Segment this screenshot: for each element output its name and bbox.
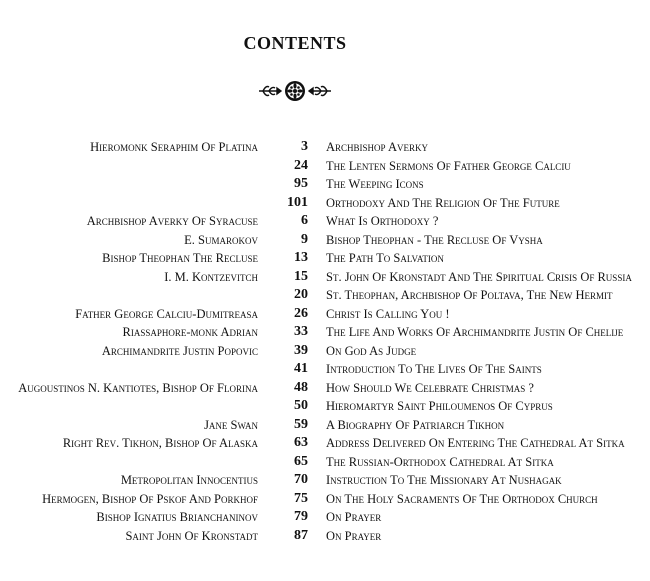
fleuron-ornament-icon <box>255 80 335 102</box>
toc-entry[interactable] <box>0 138 650 157</box>
toc-entry[interactable] <box>0 453 650 472</box>
entry-title[interactable]: Hieromartyr Saint Philoumenos Of Cyprus <box>326 399 553 413</box>
entry-page: 3 <box>301 139 308 154</box>
toc-entry[interactable] <box>0 323 650 342</box>
entry-author: Saint John Of Kronstadt <box>125 528 258 543</box>
entry-page: 24 <box>294 157 308 173</box>
toc-entry[interactable] <box>0 268 650 287</box>
toc-entry[interactable] <box>0 471 650 490</box>
entry-title[interactable]: Instruction To The Missionary At Nushagak <box>326 473 562 487</box>
entry-author: Jane Swan <box>204 417 258 432</box>
entry-page: 59 <box>294 416 308 432</box>
entry-title[interactable]: The Path To Salvation <box>326 251 444 265</box>
entry-title[interactable]: On Prayer <box>326 510 382 524</box>
entry-page: 26 <box>294 305 308 321</box>
entry-page: 70 <box>294 472 308 487</box>
toc-entry[interactable] <box>0 416 650 435</box>
entry-author: Hieromonk Seraphim Of Platina <box>90 140 258 154</box>
toc-entry[interactable] <box>0 157 650 176</box>
toc-entry[interactable] <box>0 249 650 268</box>
toc-entry[interactable] <box>0 360 650 379</box>
entry-title[interactable]: St. John Of Kronstadt And The Spiritual Crisis Of Russia <box>326 269 632 284</box>
entry-title[interactable]: Christ Is Calling You ! <box>326 306 450 321</box>
entry-page: 9 <box>301 231 308 247</box>
entry-author: Augoustinos N. Kantiotes, Bishop Of Florina <box>18 380 258 395</box>
entry-author: Bishop Ignatius Brianchaninov <box>96 510 258 524</box>
toc-entry[interactable] <box>0 212 650 231</box>
toc-entry[interactable] <box>0 305 650 324</box>
entry-title[interactable]: St. Theophan, Archbishop Of Poltava, The New Hermit <box>326 288 613 302</box>
toc-entry[interactable] <box>0 342 650 361</box>
toc-entry[interactable] <box>0 194 650 213</box>
toc-entry[interactable] <box>0 231 650 250</box>
entry-page: 87 <box>294 527 308 543</box>
entry-page: 95 <box>294 176 308 191</box>
contents-list <box>0 138 650 545</box>
entry-author: Hermogen, Bishop Of Pskof And Porkhof <box>42 491 258 506</box>
entry-author: Archbishop Averky Of Syracuse <box>86 214 258 228</box>
page-title: CONTENTS <box>243 33 347 53</box>
entry-title[interactable]: Address Delivered On Entering The Cathedral At Sitka <box>326 436 625 450</box>
entry-page: 48 <box>294 379 308 395</box>
entry-author: Archimandrite Justin Popovic <box>101 343 258 358</box>
toc-entry[interactable] <box>0 434 650 453</box>
toc-entry[interactable] <box>0 527 650 546</box>
toc-entry[interactable] <box>0 286 650 305</box>
entry-title[interactable]: On God As Judge <box>326 343 417 358</box>
toc-entry[interactable] <box>0 490 650 509</box>
entry-title[interactable]: How Should We Celebrate Christmas ? <box>326 380 534 395</box>
entry-author: Right Rev. Tikhon, Bishop Of Alaska <box>62 436 258 450</box>
entry-author: Bishop Theophan The Recluse <box>102 251 258 265</box>
toc-entry[interactable] <box>0 397 650 416</box>
entry-title[interactable]: On Prayer <box>326 528 382 543</box>
entry-page: 15 <box>294 268 308 284</box>
entry-title[interactable]: The Life And Works Of Archimandrite Justin Of Chelije <box>326 325 624 339</box>
entry-title[interactable]: The Weeping Icons <box>326 177 424 191</box>
entry-page: 65 <box>294 453 308 469</box>
entry-page: 101 <box>287 194 308 210</box>
entry-title[interactable]: What Is Orthodoxy ? <box>326 214 439 228</box>
entry-author: Father George Calciu-Dumitreasa <box>75 306 258 321</box>
entry-author: E. Sumarokov <box>184 232 258 247</box>
entry-title[interactable]: Bishop Theophan - The Recluse Of Vysha <box>326 232 543 247</box>
entry-page: 33 <box>294 324 308 339</box>
entry-title[interactable]: On The Holy Sacraments Of The Orthodox Church <box>326 491 598 506</box>
entry-title[interactable]: Orthodoxy And The Religion Of The Future <box>326 195 560 210</box>
entry-page: 63 <box>294 435 308 450</box>
entry-title[interactable]: The Russian-Orthodox Cathedral At Sitka <box>326 454 554 469</box>
entry-page: 13 <box>294 250 308 265</box>
entry-title[interactable]: Introduction To The Lives Of The Saints <box>326 362 542 376</box>
entry-title[interactable]: The Lenten Sermons Of Father George Calciu <box>326 158 571 173</box>
entry-page: 39 <box>294 342 308 358</box>
entry-author: Riassaphore-monk Adrian <box>122 325 258 339</box>
entry-title[interactable]: A Biography Of Patriarch Tikhon <box>326 417 505 432</box>
entry-page: 79 <box>294 509 308 524</box>
entry-page: 75 <box>294 490 308 506</box>
entry-author: I. M. Kontzevitch <box>164 269 258 284</box>
toc-entry[interactable] <box>0 379 650 398</box>
toc-entry[interactable] <box>0 175 650 194</box>
entry-author: Metropolitan Innocentius <box>120 473 258 487</box>
entry-page: 20 <box>294 287 308 302</box>
entry-page: 41 <box>294 361 308 376</box>
toc-entry[interactable] <box>0 508 650 527</box>
entry-page: 50 <box>294 398 308 413</box>
entry-page: 6 <box>301 213 308 228</box>
entry-title[interactable]: Archbishop Averky <box>326 140 429 154</box>
